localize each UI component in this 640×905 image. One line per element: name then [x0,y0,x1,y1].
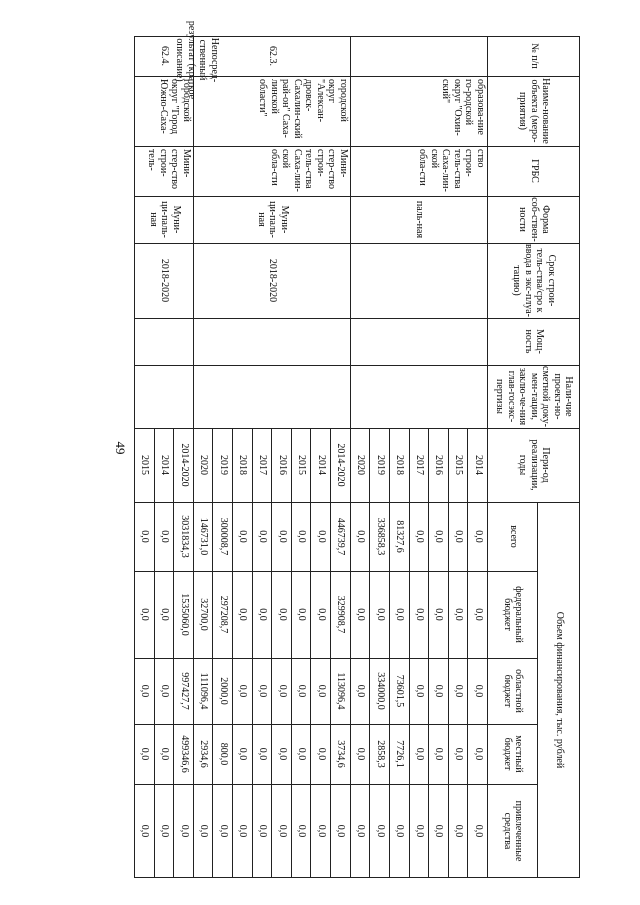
regional-cell: 0,0 [413,684,425,698]
grid-line [173,428,174,878]
federal-cell: 0,0 [472,608,484,621]
grid-line [134,36,135,878]
regional-cell: 111096,4 [198,672,210,710]
attracted-cell: 0,0 [217,824,229,838]
grid-line [135,318,580,319]
grid-line [135,784,538,785]
attracted-cell: 0,0 [139,824,151,838]
total-cell: 0,0 [433,530,445,543]
total-cell: 0,0 [413,530,425,543]
federal-cell: 0,0 [355,608,367,621]
attracted-cell: 0,0 [158,824,170,838]
total-cell: 3031834,3 [178,515,190,558]
page-number: 49 [113,441,128,455]
total-cell: 81327,6 [394,520,406,553]
grid-line [252,428,253,878]
regional-cell: 2000,0 [217,677,229,705]
header-regional: областной бюджет [502,669,525,713]
total-cell: 0,0 [158,530,170,543]
header-funding: Объем финансирования, тыс. рублей [553,611,565,769]
total-cell: 0,0 [453,530,465,543]
local-cell: 0,0 [413,747,425,761]
header-expertise: Нали-чие проект-но-сметной доку-мен-тации, заклю-че-ния глав-госэкс-пертизы [494,366,575,427]
ownership-form: Муни-ци-паль-ная [147,201,182,238]
federal-cell: 0,0 [315,608,327,621]
federal-cell: 0,0 [296,608,308,621]
header-total: всего [507,525,519,548]
construction-term: 2018-2020 [267,258,279,303]
local-cell: 0,0 [315,747,327,761]
header-federal: федеральный бюджет [502,586,525,643]
regional-cell: 113096,4 [335,672,347,710]
federal-cell: 1535060,0 [178,593,190,636]
period-cell: 2017 [256,455,268,475]
period-cell: 2014 [472,455,484,475]
local-cell: 0,0 [158,747,170,761]
regional-cell: 0,0 [139,684,151,698]
rotated-table [110,18,610,878]
attracted-cell: 0,0 [394,824,406,838]
period-cell: 2014-2020 [335,443,347,487]
header-num: № п/п [528,43,540,69]
federal-cell: 0,0 [158,608,170,621]
federal-cell: 0,0 [237,608,249,621]
attracted-cell: 0,0 [374,824,386,838]
regional-cell: 0,0 [276,684,288,698]
total-cell: 0,0 [276,530,288,543]
attracted-cell: 0,0 [453,824,465,838]
attracted-cell: 0,0 [276,824,288,838]
grid-line [135,877,580,878]
grid-line [135,724,538,725]
total-cell: 0,0 [237,530,249,543]
grid-line [311,428,312,878]
total-cell: 0,0 [315,530,327,543]
grid-line [135,658,538,659]
grid-line [330,428,331,878]
header-form: Форма соб-ствен-ности [517,197,552,242]
federal-cell: 0,0 [394,608,406,621]
regional-cell: 73601,5 [394,674,406,708]
grbs-value: ство строи-тель-ства Саха-лин-ской обла-сти [417,149,486,192]
attracted-cell: 0,0 [178,824,190,838]
period-cell: 2019 [374,455,386,475]
period-cell: 2020 [198,455,210,475]
total-cell: 0,0 [256,530,268,543]
grid-line [409,428,410,878]
regional-cell: 0,0 [315,684,327,698]
local-cell: 0,0 [256,747,268,761]
grid-line [389,428,390,878]
period-cell: 2015 [453,455,465,475]
row-number: 62.4. [159,46,171,66]
total-cell: 300008,7 [217,517,229,556]
regional-cell: 0,0 [453,684,465,698]
object-name: городской округ "Город Южно-Саха- [157,79,192,135]
federal-cell: 297208,7 [217,595,229,634]
federal-cell: 0,0 [453,608,465,621]
construction-term: 2018-2020 [159,258,171,303]
local-cell: 2858,3 [374,740,386,768]
regional-cell: 0,0 [355,684,367,698]
period-cell: 2015 [139,455,151,475]
construction-term [351,243,488,318]
attracted-cell: 0,0 [198,824,210,838]
grid-line [135,196,580,197]
period-cell: 2018 [394,455,406,475]
local-cell: 0,0 [296,747,308,761]
total-cell: 0,0 [139,530,151,543]
total-cell: 146731,0 [198,517,210,556]
regional-cell: 0,0 [237,684,249,698]
local-cell: 499346,6 [178,735,190,773]
ownership-form: паль-ная [414,200,426,239]
regional-cell: 0,0 [472,684,484,698]
local-cell: 0,0 [355,747,367,761]
row-number: 62.3. [267,46,279,66]
total-cell: 446739,7 [335,517,347,556]
grid-line [537,502,538,878]
period-cell: 2014 [315,455,327,475]
object-name: образова-ние го-родской округ "Охин-ский" [440,79,486,136]
federal-cell: 0,0 [374,608,386,621]
local-cell: 0,0 [472,747,484,761]
attracted-cell: 0,0 [296,824,308,838]
federal-cell: 32700,0 [198,598,210,631]
regional-cell: 334000,0 [374,672,386,710]
grid-line [271,428,272,878]
federal-cell: 0,0 [139,608,151,621]
local-cell: 0,0 [453,747,465,761]
federal-cell: 0,0 [433,608,445,621]
grid-line [212,428,213,878]
period-cell: 2020 [355,455,367,475]
grid-line [135,502,580,503]
federal-cell: 329908,7 [335,595,347,634]
header-local: местный бюджет [502,735,525,773]
object-name: городской округ "Алексан-дровск-Сахалин-ский рай-он" Саха-линской области" [257,79,349,139]
grid-line [579,36,580,878]
local-cell: 0,0 [433,747,445,761]
attracted-cell: 0,0 [433,824,445,838]
grid-line [467,428,468,878]
local-cell: 0,0 [276,747,288,761]
local-cell: 7726,1 [394,740,406,768]
attracted-cell: 0,0 [355,824,367,838]
header-result: Непосред-ственный результат (краткое описание) [174,20,220,100]
regional-cell: 0,0 [296,684,308,698]
grid-line [487,36,488,878]
grbs-value: Мини-стер-ство строи-тель-ства Саха-лин-ской обла-сти [268,149,349,192]
grid-line [448,428,449,878]
grid-line [135,571,538,572]
header-name: Наиме-нование объекта (меро-приятия) [517,78,552,144]
grid-line [232,428,233,878]
federal-cell: 0,0 [413,608,425,621]
regional-cell: 0,0 [433,684,445,698]
period-cell: 2017 [413,455,425,475]
local-cell: 800,0 [217,742,229,766]
grid-line [135,146,580,147]
grid-line [154,428,155,878]
total-cell: 0,0 [355,530,367,543]
period-cell: 2016 [433,455,445,475]
regional-cell: 0,0 [158,684,170,698]
attracted-cell: 0,0 [315,824,327,838]
header-grbs: ГРБС [528,159,540,183]
attracted-cell: 0,0 [256,824,268,838]
total-cell: 0,0 [296,530,308,543]
row-number [351,36,488,76]
header-period: Пери-од реализации, годы [517,439,552,491]
regional-cell: 0,0 [256,684,268,698]
period-cell: 2014 [158,455,170,475]
total-cell: 336858,3 [374,517,386,556]
grbs-value: Мини-стер-ство строи-тель- [146,149,192,190]
grid-line [135,243,580,244]
period-cell: 2019 [217,455,229,475]
ownership-form: Муни-ци-паль-ная [255,201,290,238]
attracted-cell: 0,0 [413,824,425,838]
grid-line [428,428,429,878]
grid-line [135,365,580,366]
period-cell: 2014-2020 [178,443,190,487]
local-cell: 3734,6 [335,740,347,768]
period-cell: 2015 [296,455,308,475]
header-capacity: Мощ-ность [523,329,546,354]
regional-cell: 997427,7 [178,672,190,710]
grid-line [369,428,370,878]
grid-line [135,428,580,429]
federal-cell: 0,0 [276,608,288,621]
local-cell: 0,0 [237,747,249,761]
federal-cell: 0,0 [256,608,268,621]
attracted-cell: 0,0 [237,824,249,838]
local-cell: 2934,6 [198,740,210,768]
local-cell: 0,0 [139,747,151,761]
header-attracted: привлеченные средства [502,800,525,862]
grid-line [291,428,292,878]
total-cell: 0,0 [472,530,484,543]
period-cell: 2018 [237,455,249,475]
attracted-cell: 0,0 [472,824,484,838]
attracted-cell: 0,0 [335,824,347,838]
header-term: Срок строи-тель-ства/сро к ввода в экс-плуа-тацию) [511,244,557,317]
period-cell: 2016 [276,455,288,475]
